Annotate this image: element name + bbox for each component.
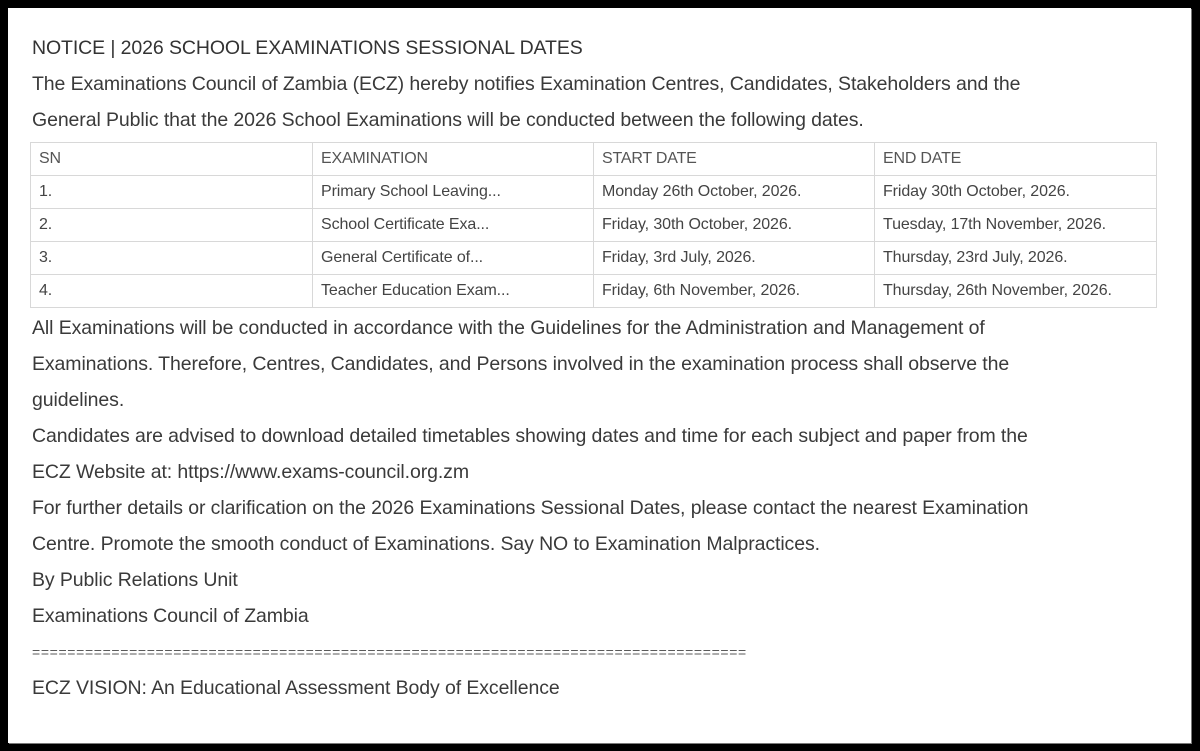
cell-examination: School Certificate Exa... — [313, 209, 594, 242]
table-row — [31, 242, 1157, 275]
signature-by: By Public Relations Unit — [32, 569, 238, 591]
table-row — [31, 209, 1157, 242]
intro-line-2: General Public that the 2026 School Examinations will be conducted between the following dates. — [32, 109, 864, 131]
notice-title: NOTICE | 2026 SCHOOL EXAMINATIONS SESSIONAL DATES — [32, 37, 583, 59]
ecz-website-link[interactable]: https://www.exams-council.org.zm — [177, 461, 469, 483]
cell-examination: General Certificate of... — [313, 242, 594, 275]
cell-end-date: Tuesday, 17th November, 2026. — [875, 209, 1157, 242]
intro-line-1: The Examinations Council of Zambia (ECZ) hereby notifies Examination Centres, Candidates, Stakeholders and the — [32, 73, 1021, 95]
notice-body — [32, 310, 1182, 706]
cell-sn: 1. — [31, 176, 313, 209]
cell-sn: 2. — [31, 209, 313, 242]
column-header-start-date: START DATE — [594, 143, 875, 176]
contact-line-1: For further details or clarification on the 2026 Examinations Sessional Dates, please contact the nearest Examination — [32, 497, 1029, 519]
cell-end-date: Friday 30th October, 2026. — [875, 176, 1157, 209]
download-line-1: Candidates are advised to download detailed timetables showing dates and time for each subject and paper from the — [32, 425, 1028, 447]
cell-sn: 3. — [31, 242, 313, 275]
separator-line: ================================================================================= — [32, 644, 747, 660]
contact-line-2: Centre. Promote the smooth conduct of Examinations. Say NO to Examination Malpractices. — [32, 533, 820, 555]
cell-start-date: Monday 26th October, 2026. — [594, 176, 875, 209]
column-header-examination: EXAMINATION — [313, 143, 594, 176]
column-header-end-date: END DATE — [875, 143, 1157, 176]
cell-examination: Teacher Education Exam... — [313, 275, 594, 308]
guidelines-line-3: guidelines. — [32, 389, 125, 411]
column-header-sn: SN — [31, 143, 313, 176]
cell-examination: Primary School Leaving... — [313, 176, 594, 209]
ecz-vision: ECZ VISION: An Educational Assessment Body of Excellence — [32, 677, 560, 699]
guidelines-line-2: Examinations. Therefore, Centres, Candidates, and Persons involved in the examination process shall observe the — [32, 353, 1010, 375]
signature-org: Examinations Council of Zambia — [32, 605, 309, 627]
table-row — [31, 275, 1157, 308]
cell-sn: 4. — [31, 275, 313, 308]
cell-start-date: Friday, 30th October, 2026. — [594, 209, 875, 242]
guidelines-line-1: All Examinations will be conducted in accordance with the Guidelines for the Administration and Management of — [32, 317, 985, 339]
cell-start-date: Friday, 3rd July, 2026. — [594, 242, 875, 275]
cell-end-date: Thursday, 26th November, 2026. — [875, 275, 1157, 308]
website-prefix: ECZ Website at: — [32, 461, 178, 483]
table-row — [31, 176, 1157, 209]
sessional-dates-table — [30, 142, 1157, 308]
notice-page — [8, 8, 1191, 743]
notice-content — [32, 30, 1182, 706]
cell-end-date: Thursday, 23rd July, 2026. — [875, 242, 1157, 275]
table-header-row — [31, 143, 1157, 176]
cell-start-date: Friday, 6th November, 2026. — [594, 275, 875, 308]
website-line — [32, 454, 1182, 490]
